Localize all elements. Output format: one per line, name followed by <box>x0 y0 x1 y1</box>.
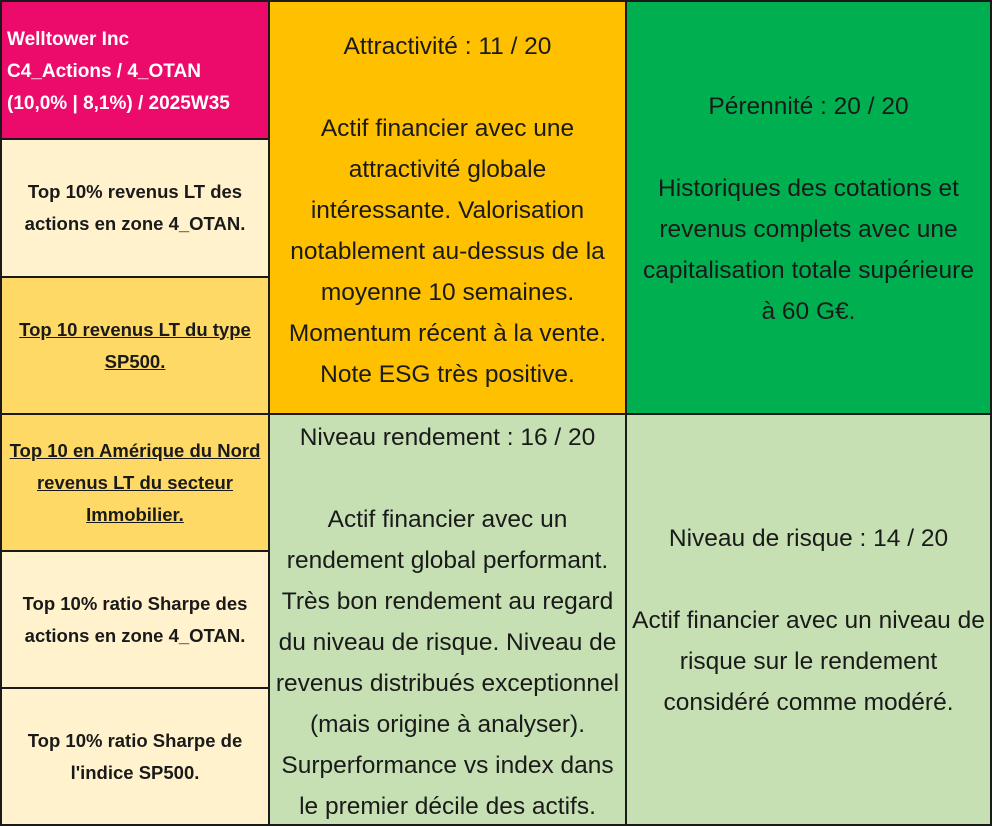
risque-cell <box>626 414 991 825</box>
rendement-cell <box>269 414 626 825</box>
rank-text: Top 10 en Amérique du Nord revenus LT du secteur Immobilier. <box>9 439 261 525</box>
rank-cell-secteur-immobilier <box>1 414 269 551</box>
rank-cell-sharpe-sp500 <box>1 688 269 825</box>
rank-text: Top 10% revenus LT des actions en zone 4_OTAN. <box>24 181 246 234</box>
attractivite-score: Attractivité : 11 / 20 <box>343 33 552 60</box>
perennite-score: Pérennité : 20 / 20 <box>708 93 909 120</box>
performance-week: (10,0% | 8,1%) / 2025W35 <box>7 93 230 114</box>
rendement-score: Niveau rendement : 16 / 20 <box>299 424 596 451</box>
attractivite-cell <box>269 1 626 414</box>
risque-description: Actif financier avec un niveau de risque sur le rendement considéré comme modéré. <box>632 607 985 716</box>
company-name: Welltower Inc <box>7 29 130 50</box>
rank-text: Top 10% ratio Sharpe des actions en zone 4_OTAN. <box>22 592 248 646</box>
attractivite-description: Actif financier avec une attractivité globale intéressante. Valorisation notablement au-dessus de la moyenne 10 semaines. Momentum récent à la vente. Note ESG très positive. <box>288 115 607 388</box>
rank-text: Top 10 revenus LT du type SP500. <box>19 318 251 372</box>
rank-cell-sp500-revenus <box>1 277 269 414</box>
perennite-description: Historiques des cotations et revenus complets avec une capitalisation totale supérieure à 60 G€. <box>643 175 974 325</box>
rank-cell-sharpe-zone <box>1 551 269 688</box>
rank-text: Top 10% ratio Sharpe de l'indice SP500. <box>27 729 243 783</box>
asset-header-cell <box>1 1 269 139</box>
risque-score: Niveau de risque : 14 / 20 <box>668 525 949 552</box>
rank-cell-zone-revenus <box>1 139 269 277</box>
asset-classification: C4_Actions / 4_OTAN <box>7 61 201 82</box>
rendement-description: Actif financier avec un rendement global performant. Très bon rendement au regard du niveau de risque. Niveau de revenus distribués exceptionnel (mais origine à analyser). Surperformance vs index dans le premier décile des actifs. <box>275 506 620 820</box>
perennite-cell <box>626 1 991 414</box>
